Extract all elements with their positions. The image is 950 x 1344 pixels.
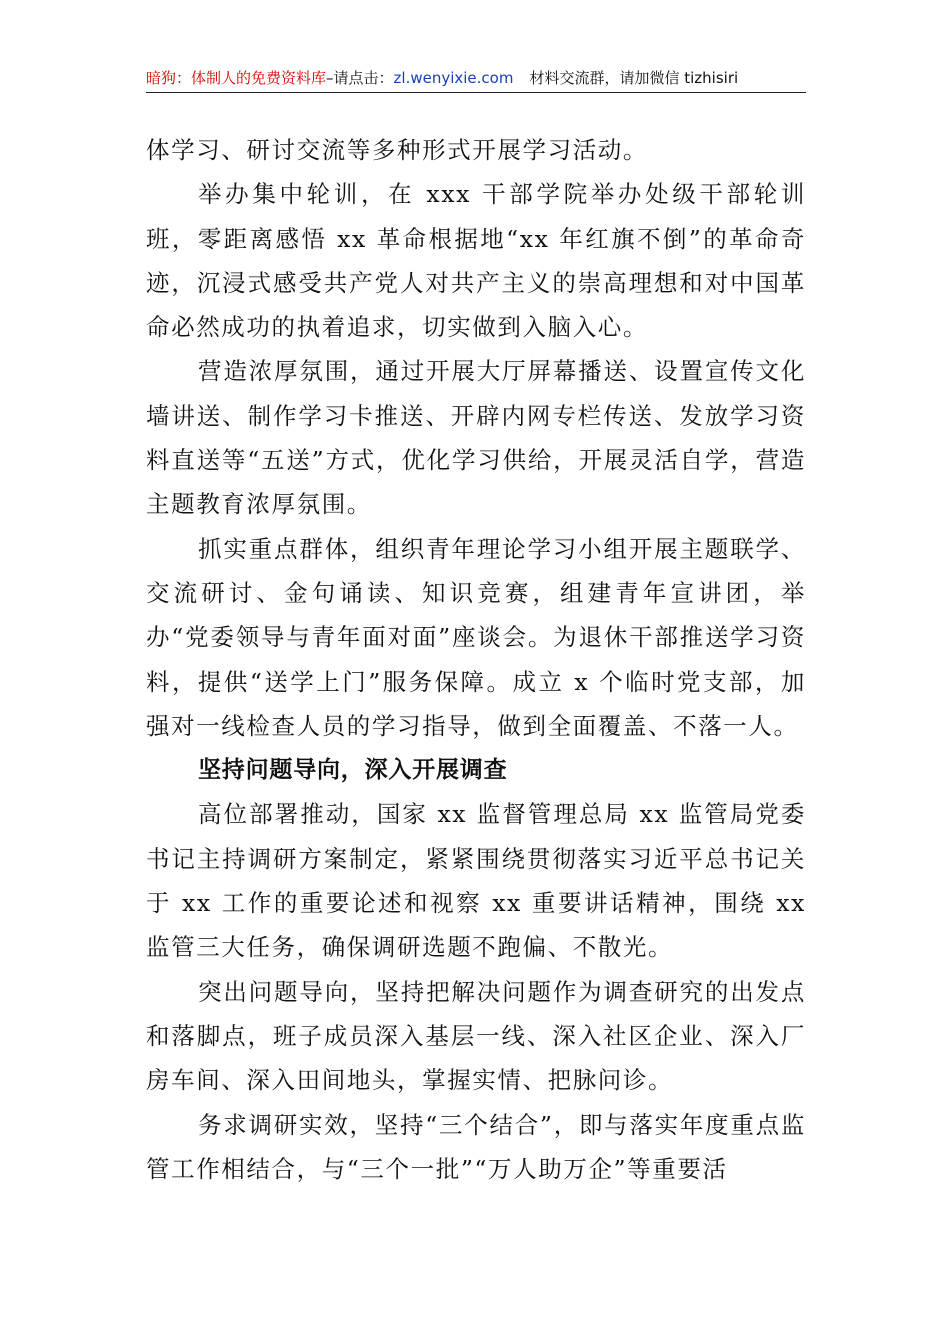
header-url-link[interactable]: zl.wenyixie.com <box>393 69 514 87</box>
paragraph-deployment: 高位部署推动，国家 xx 监督管理总局 xx 监管局党委书记主持调研方案制定，紧紧围绕贯彻落实习近平总书记关于 xx 工作的重要论述和视察 xx 重要讲话精神，围绕 xx 监管三大任务，确保调研选题不跑偏、不散光。 <box>146 800 806 962</box>
document-body <box>146 128 806 1191</box>
paragraph-atmosphere: 营造浓厚氛围，通过开展大厅屏幕播送、设置宣传文化墙讲送、制作学习卡推送、开辟内网专栏传送、发放学习资料直送等“五送”方式，优化学习供给，开展灵活自学，营造主题教育浓厚氛围。 <box>146 357 806 519</box>
paragraph-problem-oriented: 突出问题导向，坚持把解决问题作为调查研究的出发点和落脚点，班子成员深入基层一线、深入社区企业、深入厂房车间、深入田间地头，掌握实情、把脉问诊。 <box>146 977 806 1095</box>
paragraph-research-results: 务求调研实效，坚持“三个结合”，即与落实年度重点监管工作相结合，与“三个一批”“万人助万企”等重要活 <box>146 1110 806 1183</box>
header-wechat-note: 材料交流群，请加微信 tizhisiri <box>529 69 739 87</box>
paragraph-continuation: 体学习、研讨交流等多种形式开展学习活动。 <box>146 136 648 164</box>
page-header <box>146 64 806 93</box>
header-click-label: –请点击： <box>326 69 394 87</box>
header-site-name: 暗狗：体制人的免费资料库 <box>146 69 327 87</box>
paragraph-key-groups: 抓实重点群体，组织青年理论学习小组开展主题联学、交流研讨、金句诵读、知识竞赛，组建青年宣讲团，举办“党委领导与青年面对面”座谈会。为退休干部推送学习资料，提供“送学上门”服务保障。成立 x 个临时党支部，加强对一线检查人员的学习指导，做到全面覆盖、不落一人。 <box>146 534 806 740</box>
paragraph-centralized-training: 举办集中轮训，在 xxx 干部学院举办处级干部轮训班，零距离感悟 xx 革命根据地“xx 年红旗不倒”的革命奇迹，沉浸式感受共产党人对共产主义的崇高理想和对中国革命必然成功的执着追求，切实做到入脑入心。 <box>146 180 806 342</box>
section-heading: 坚持问题导向，深入开展调查 <box>198 757 508 784</box>
